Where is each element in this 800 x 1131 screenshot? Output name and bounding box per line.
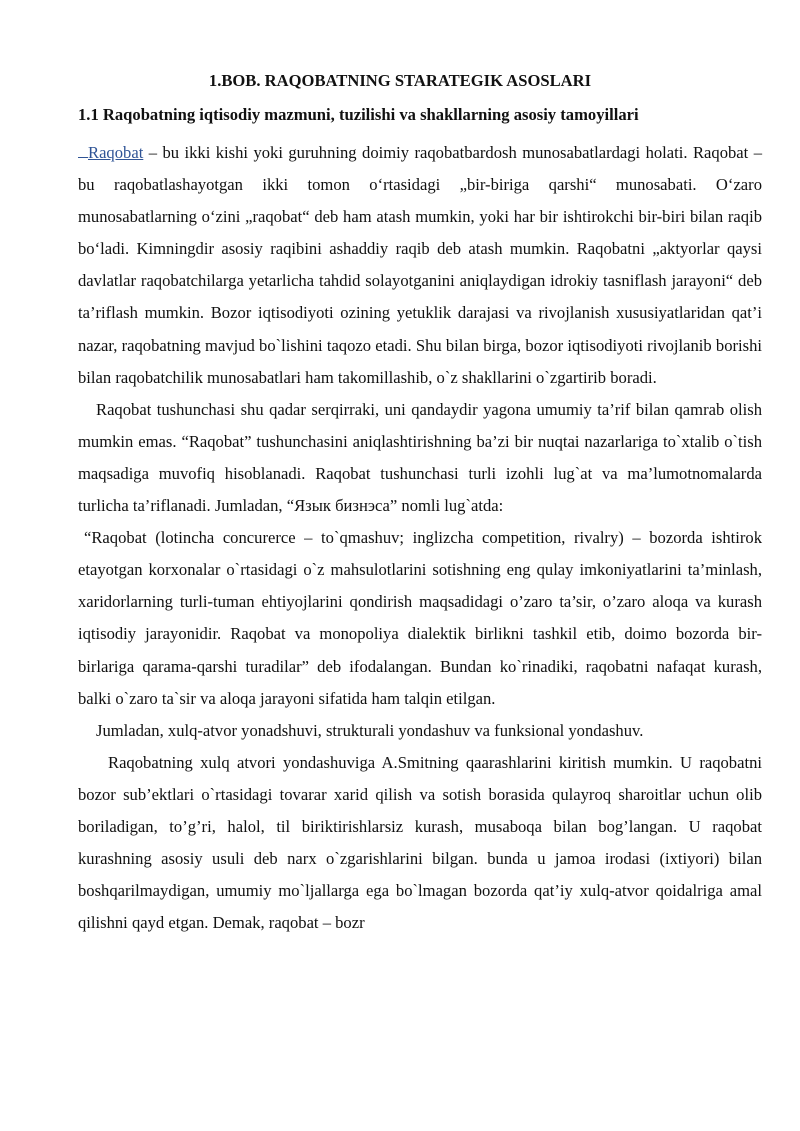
section-subtitle: 1.1 Raqobatning iqtisodiy mazmuni, tuzilishi va shakllarning asosiy tamoyillari	[78, 105, 639, 124]
paragraph-1	[78, 137, 762, 394]
chapter-title: 1.BOB. RAQOBATNING STARATEGIK ASOSLARI	[208, 71, 592, 90]
raqobat-link[interactable]: Raqobat	[88, 143, 144, 162]
paragraph-4: Jumladan, xulq-atvor yonadshuvi, strukturali yondashuv va funksional yondashuv.	[96, 720, 644, 740]
document-body	[78, 137, 762, 939]
paragraph-3: “Raqobat (lotincha concurerce – to`qmashuv; inglizcha competition, rivalry) – bozorda ishtirok etayotgan korxonalar o`rtasidagi o`z mahsulotlarini sotishning eng qulay imkoniyatlarini ta’minlash, xaridorlarning turli-tuman ehtiyojlarini qondirish maqsadidagi o’zaro ta’sir, o’zaro aloqa va kurash iqtisodiy jarayonidir. Raqobat va monopoliya dialektik birlikni tashkil etib, doimo bozorda bir-birlariga qarama-qarshi turadilar” deb ifodalangan. Bundan ko`rinadiki, raqobatni nafaqat kurash, balki o`zaro ta`sir va aloqa jarayoni sifatida ham talqin etilgan.	[78, 528, 762, 708]
link-underline	[78, 143, 88, 158]
paragraph-5: Raqobatning xulq atvori yondashuviga A.Smitning qaarashlarini kiritish mumkin. U raqobatni bozor sub’ektlari o`rtasidagi tovarar xarid qilish va sotish borasida qulayroq sharoitlar uchun olib boriladigan, to’g’ri, halol, til biriktirishlarsiz kurash, musaboqa bilan bog’langan. U raqobat kurashning asosiy usuli deb narx o`zgarishlarini bilgan. bunda u jamoa irodasi (ixtiyori) bilan boshqarilmaydigan, umumiy mo`ljallarga ega bo`lmagan bozorda qat’iy xulq-atvor qoidalriga amal qilishni qayd etgan. Demak, raqobat – bozr	[78, 752, 762, 933]
paragraph-1-text: – bu ikki kishi yoki guruhning doimiy raqobatbardosh munosabatlardagi holati. Raqobat – bu raqobatlashayotgan ikki tomon o‘rtasidagi „bir-biriga qarshi“ munosabati. O‘zaro munosabatlarning o‘zini „raqobat“ deb ham atash mumkin, yoki har bir ishtirokchi bir-biri bilan raqib bo‘ladi. Kimningdir asosiy raqibini ashaddiy raqib deb atash mumkin. Raqobatni „aktyorlar qaysi davlatlar raqobatchilarga yetarlicha tahdid solayotganini aniqlaydigan idrokiy tasniflash jarayoni“ deb ta’riflash mumkin. Bozor iqtisodiyoti ozining yetuklik darajasi va rivojlanish xususiyatlaridan qat’i nazar, raqobatning mavjud bo`lishini taqozo etadi. Shu bilan birga, bozor iqtisodiyoti rivojlanib borishi bilan raqobatchilik munosabatlari ham takomillashib, o`z shakllarini o`zgartirib boradi.	[78, 143, 762, 387]
paragraph-2: Raqobat tushunchasi shu qadar serqirraki, uni qandaydir yagona umumiy ta’rif bilan qamrab olish mumkin emas. “Raqobat” tushunchasini aniqlashtirishning ba’zi bir nuqtai nazarlariga to`xtalib o`tish maqsadiga muvofiq hisoblanadi. Raqobat tushunchasi turli izohli lug`at va ma’lumotnomalarda turlicha ta’riflanadi. Jumladan, “Язык бизнэса” nomli lug`atda:	[78, 399, 762, 516]
